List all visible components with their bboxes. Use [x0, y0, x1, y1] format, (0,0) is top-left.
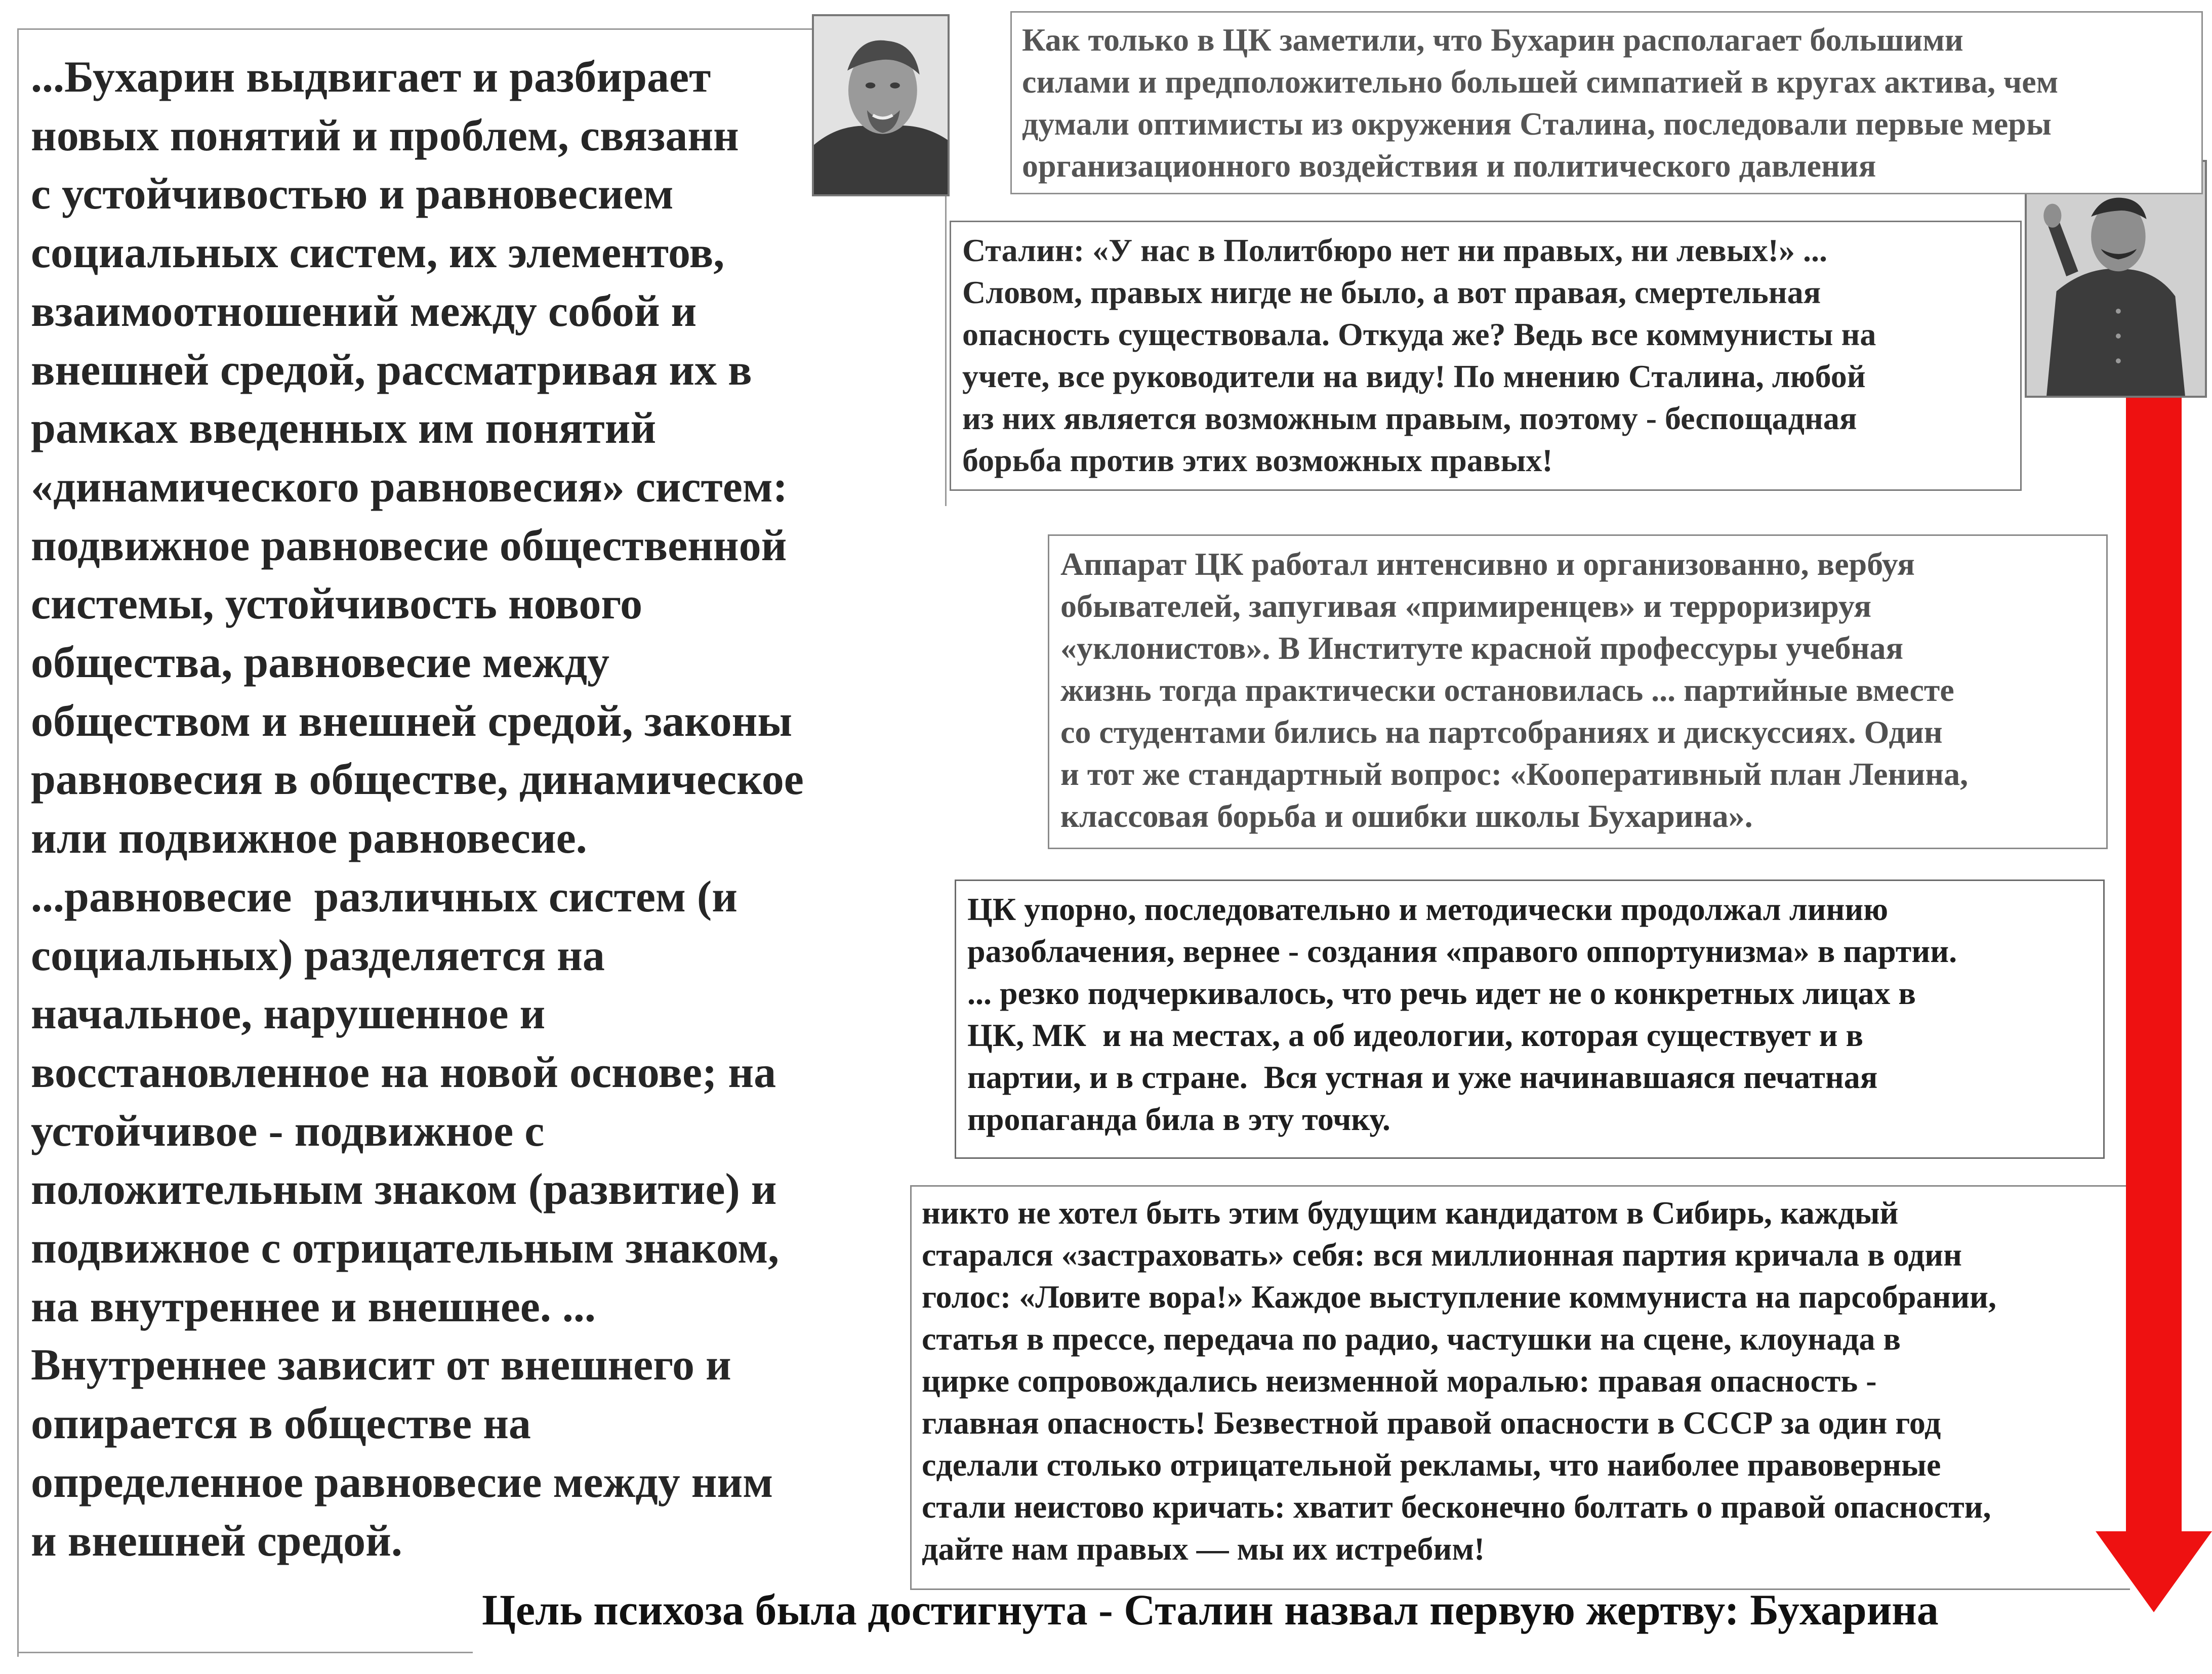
stalin-quote-text: Сталин: «У нас в Политбюро нет ни правых, ни левых!» ... Словом, правых нигде не было, а вот правая, смертельная опасность существовала. Откуда же? Ведь все коммунисты на учете, все руководители на виду! По мнению Сталина, любой из них является возможным правым, поэтому - беспощадная борьба против этих возможных правых! [962, 232, 1876, 478]
first-measures-text: Как только в ЦК заметили, что Бухарин располагает большими силами и предположительно большей симпатией в кругах актива, чем думали оптимисты из окружения Сталина, последовали первые меры организационного воздействия и политического давления [1022, 22, 2059, 184]
text-box-stalin-quote [950, 221, 2022, 491]
bukharin-photo [812, 14, 950, 196]
down-arrow-icon [2096, 398, 2212, 1612]
conclusion-caption: Цель психоза была достигнута - Сталин назвал первую жертву: Бухарина [482, 1585, 1939, 1634]
text-box-ck-apparatus [1048, 534, 2108, 849]
text-box-right-opportunism [955, 880, 2105, 1159]
ck-apparatus-text: Аппарат ЦК работал интенсивно и организованно, вербуя обывателей, запугивая «примиренцев» и терроризируя «уклонистов». В Институте красной профессуры учебная жизнь тогда практически остановилась ... партийные вместе со студентами бились на партсобраниях и дискуссиях. Один и тот же стандартный вопрос: «Кооперативный план Ленина, классовая борьба и ошибки школы Бухарина». [1060, 546, 1969, 834]
stalin-photo [2025, 160, 2207, 398]
text-box-catch-the-thief [910, 1185, 2130, 1590]
catch-the-thief-text: никто не хотел быть этим будущим кандидатом в Сибирь, каждый старался «застраховать» себя: вся миллионная партия кричала в один голос: «Ловите вора!» Каждое выступление коммуниста на парсобрании, статья в прессе, передача по радио, частушки на сцене, клоунада в цирке сопровождались неизменной моралью: правая опасность - главная опасность! Безвестной правой опасности в СССР за один год сделали столько отрицательной рекламы, что наиболее правоверные стали неистово кричать: хватит бесконечно болтать о правой опасности, дайте нам правых — мы их истребим! [922, 1195, 1997, 1567]
panel-divider [17, 1652, 473, 1653]
right-opportunism-text: ЦК упорно, последовательно и методически продолжал линию разоблачения, вернее - создания «правого оппортунизма» в партии. ... резко подчеркивалось, что речь идет не о конкретных лицах в ЦК, МК и на местах, а об идеологии, которая существует и в партии, и в стране. Вся устная и уже начинавшаяся печатная пропаганда била в эту точку. [967, 891, 1957, 1137]
bukharin-theory-text: ...Бухарин выдвигает и разбирает новых понятий и проблем, связанн с устойчивостью и равновесием социальных систем, их элементов, взаимоотношений между собой и внешней средой, рассматривая их в рамках введенных им понятий «динамического равновесия» систем: подвижное равновесие общественной системы, устойчивость нового общества, равновесие между обществом и внешней средой, законы равновесия в обществе, динамическое или подвижное равновесие. ...равновесие различных систем (и социальных) разделяется на начальное, нарушенное и восстановленное на новой основе; на устойчивое - подвижное с положительным знаком (развитие) и подвижное с отрицательным знаком, на внутреннее и внешнее. ... Внутреннее зависит от внешнего и опирается в обществе на определенное равновесие между ним и внешней средой. [31, 53, 804, 1566]
text-box-first-measures [1010, 11, 2203, 194]
left-text-panel [17, 28, 947, 1657]
